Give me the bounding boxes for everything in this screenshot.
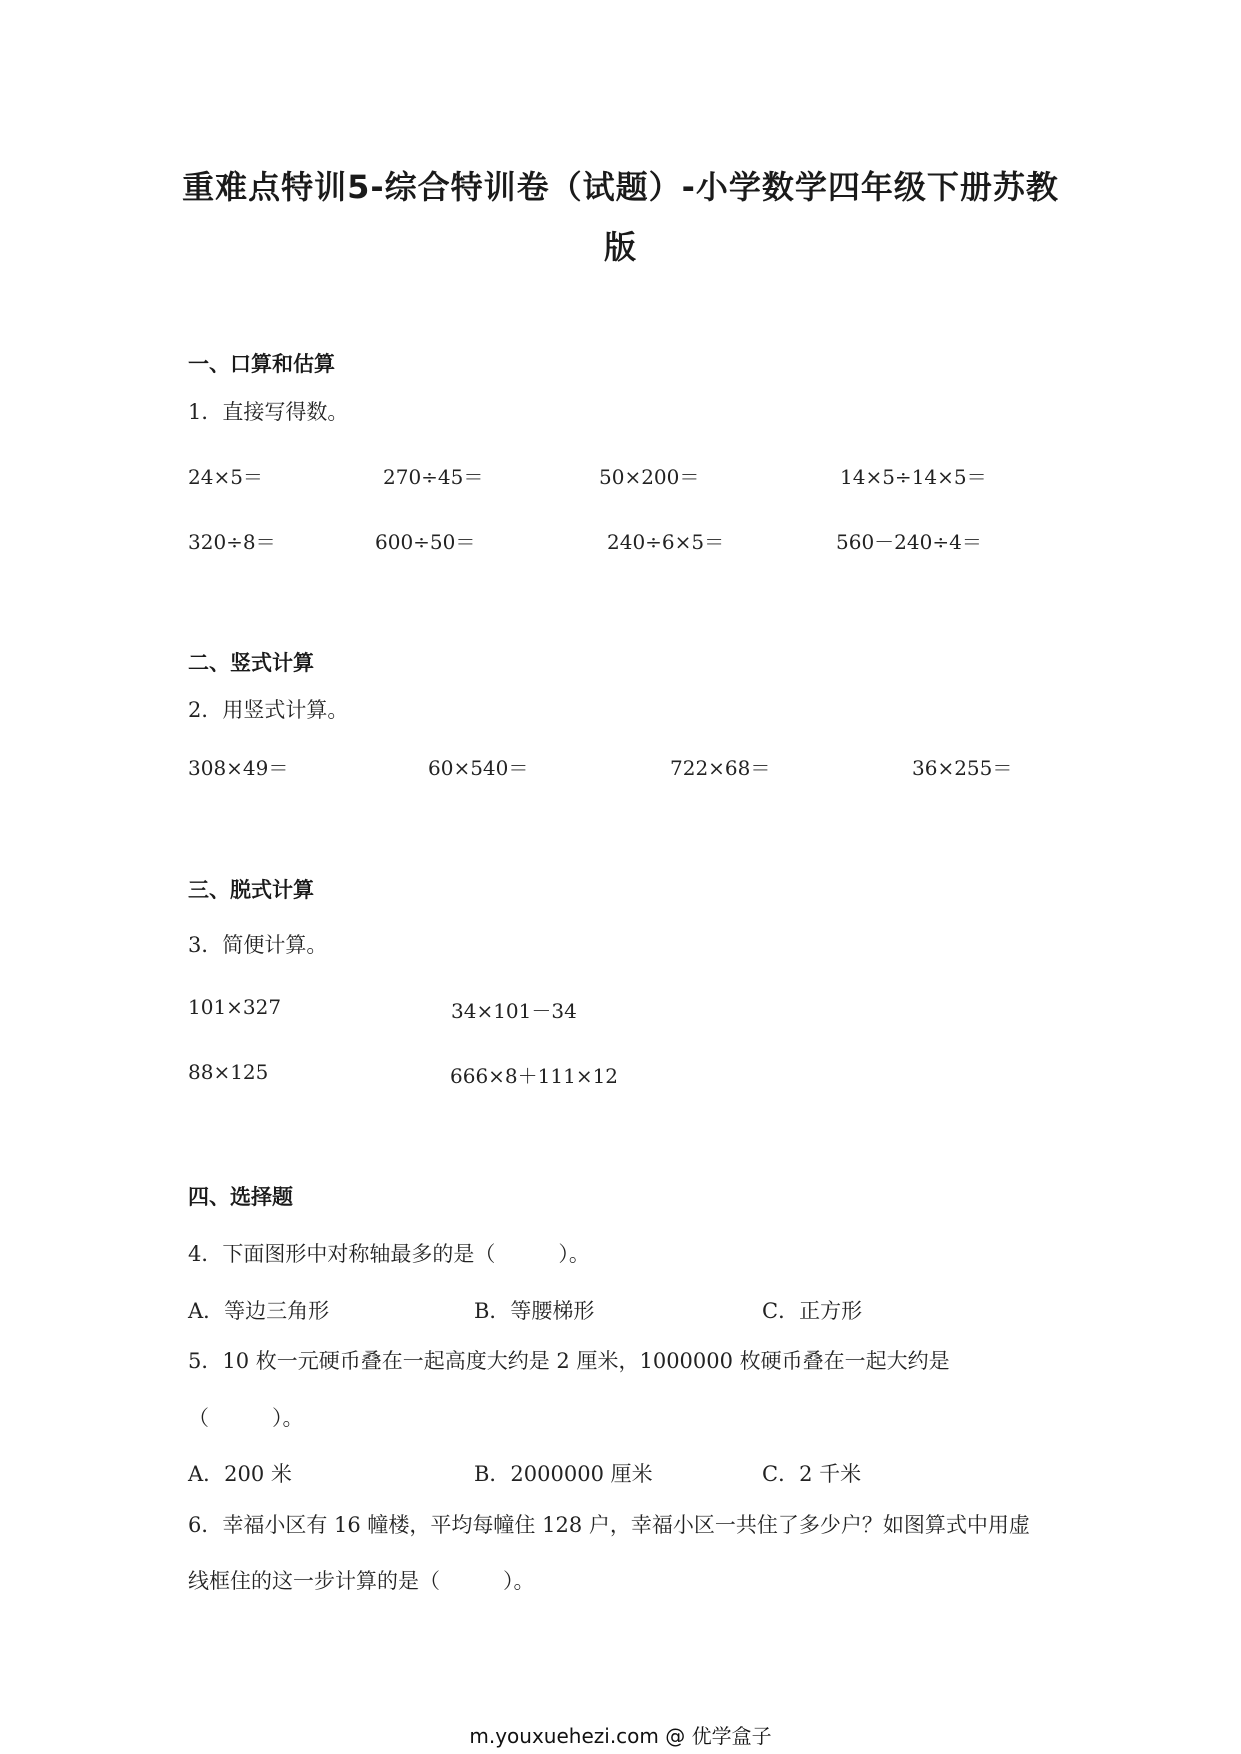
expression: 560－240÷4＝: [836, 530, 982, 554]
expression: 666×8＋111×12: [450, 1064, 619, 1088]
expression: 36×255＝: [912, 756, 1013, 780]
option-b: B．等腰梯形: [474, 1299, 595, 1323]
section-heading-stepwise-calc: 三、脱式计算: [188, 878, 314, 902]
expression: 240÷6×5＝: [607, 530, 725, 554]
footer-watermark: m.youxuehezi.com @ 优学盒子: [469, 1724, 772, 1748]
question-5-line-2: （ ）。: [188, 1406, 304, 1430]
option-a: A．等边三角形: [188, 1299, 330, 1323]
option-c: C．2 千米: [762, 1462, 862, 1486]
page-title-line-1: 重难点特训5-综合特训卷（试题）-小学数学四年级下册苏教: [182, 168, 1059, 206]
option-a: A．200 米: [188, 1462, 292, 1486]
section-heading-multiple-choice: 四、选择题: [188, 1185, 293, 1209]
question-6-line-1: 6．幸福小区有 16 幢楼，平均每幢住 128 户，幸福小区一共住了多少户？如图算式中用虚: [188, 1513, 1030, 1537]
expression: 600÷50＝: [375, 530, 476, 554]
question-2: 2．用竖式计算。: [188, 698, 349, 722]
expression: 101×327: [188, 995, 282, 1019]
question-3: 3．简便计算。: [188, 933, 328, 957]
question-4: 4．下面图形中对称轴最多的是（ ）。: [188, 1242, 590, 1266]
expression: 320÷8＝: [188, 530, 276, 554]
section-heading-vertical-calc: 二、竖式计算: [188, 651, 314, 675]
expression: 34×101－34: [451, 999, 577, 1023]
question-1: 1．直接写得数。: [188, 400, 349, 424]
option-b: B．2000000 厘米: [474, 1462, 653, 1486]
expression: 60×540＝: [428, 756, 529, 780]
page-title-line-2: 版: [603, 228, 637, 266]
question-6-line-2: 线框住的这一步计算的是（ ）。: [188, 1569, 535, 1593]
section-heading-mental-math: 一、口算和估算: [188, 352, 335, 376]
option-c: C．正方形: [762, 1299, 863, 1323]
expression: 270÷45＝: [383, 465, 484, 489]
expression: 308×49＝: [188, 756, 289, 780]
expression: 24×5＝: [188, 465, 263, 489]
question-5-line-1: 5．10 枚一元硬币叠在一起高度大约是 2 厘米，1000000 枚硬币叠在一起大约是: [188, 1349, 950, 1373]
expression: 50×200＝: [599, 465, 700, 489]
expression: 14×5÷14×5＝: [840, 465, 987, 489]
expression: 722×68＝: [670, 756, 771, 780]
expression: 88×125: [188, 1060, 269, 1084]
